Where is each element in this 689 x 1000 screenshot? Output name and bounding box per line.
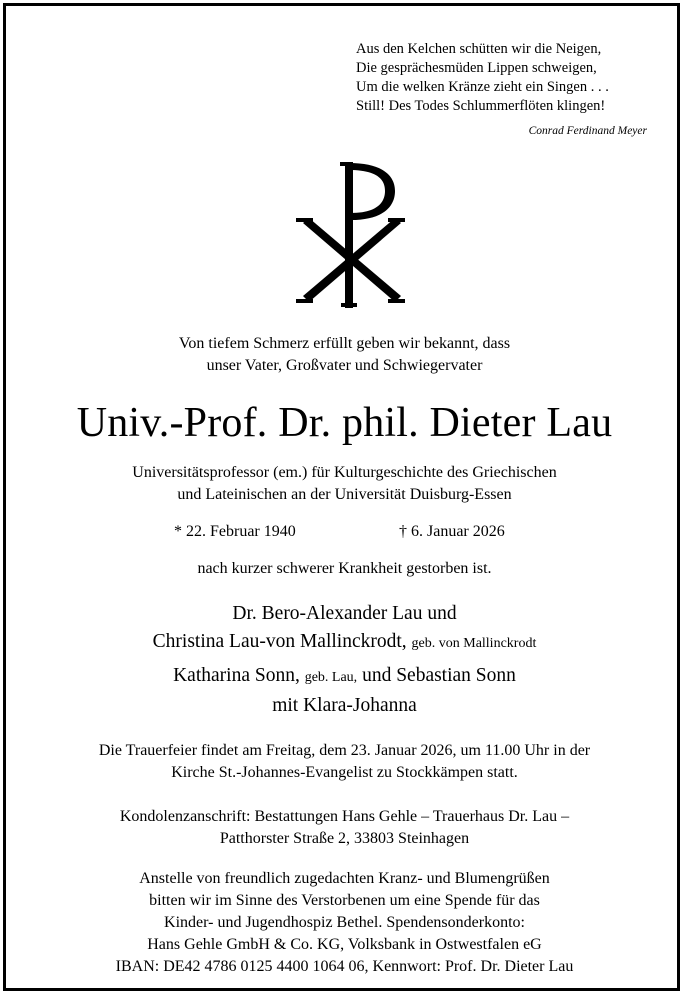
family-line [6,628,683,658]
family-line: mit Klara-Johanna [272,695,417,716]
poem-author: Conrad Ferdinand Meyer [528,125,647,137]
birth-name-note: geb. von Mallinckrodt [411,636,537,651]
deceased-name: Univ.-Prof. Dr. phil. Dieter Lau [76,400,613,446]
donation-line: IBAN: DE42 4786 0125 4400 1064 06, Kennwort: Prof. Dr. Dieter Lau [115,958,574,975]
family-member-rest: und Sebastian Sonn [362,665,516,686]
intro-line: Von tiefem Schmerz erfüllt geben wir bekannt, dass [178,335,511,352]
family-group-1 [6,600,683,658]
birth-name-note: geb. Lau, [304,670,358,685]
chi-rho-icon [293,158,408,308]
title-line: Universitätsprofessor (em.) für Kulturgeschichte des Griechischen [132,464,557,481]
condolence-line: Kondolenzanschrift: Bestattungen Hans Gehle – Trauerhaus Dr. Lau – [119,808,570,825]
title-line: und Lateinischen an der Universität Duisburg-Essen [177,486,512,503]
poem-line: Aus den Kelchen schütten wir die Neigen, [356,41,602,57]
family-member-name: Katharina Sonn, [173,665,300,686]
donation-line: Kinder- und Jugendhospiz Bethel. Spendensonderkonto: [164,914,525,931]
birth-date: * 22. Februar 1940 [174,523,296,540]
donation-line: bitten wir im Sinne des Verstorbenen um eine Spende für das [149,892,540,909]
poem [356,40,666,116]
poem-line: Die gesprächesmüden Lippen schweigen, [356,60,597,76]
ceremony-line: Die Trauerfeier findet am Freitag, dem 23. Januar 2026, um 11.00 Uhr in der [98,742,591,759]
poem-line: Um die welken Kränze zieht ein Singen . . . [356,79,609,95]
death-date: † 6. Januar 2026 [399,523,505,540]
donation-line: Anstelle von freundlich zugedachten Kranz- und Blumengrüßen [139,870,550,887]
death-note: nach kurzer schwerer Krankheit gestorben ist. [197,560,492,577]
family-member-name: Christina Lau-von Mallinckrodt, [152,631,407,652]
obituary-notice [3,3,680,991]
condolence-line: Patthorster Straße 2, 33803 Steinhagen [219,830,470,847]
family-line: Dr. Bero-Alexander Lau und [232,603,457,624]
donation-line: Hans Gehle GmbH & Co. KG, Volksbank in Ostwestfalen eG [147,936,542,953]
deceased-title [6,462,683,506]
ceremony-line: Kirche St.-Johannes-Evangelist zu Stockkämpen statt. [171,764,518,781]
poem-line: Still! Des Todes Schlummerflöten klingen! [356,98,606,114]
intro-text [6,333,683,377]
intro-line: unser Vater, Großvater und Schwiegervater [206,357,483,374]
family-line [6,662,683,692]
ceremony-info [6,740,683,784]
family-group-2 [6,662,683,720]
condolence-address [6,806,683,850]
donation-info [6,868,683,978]
